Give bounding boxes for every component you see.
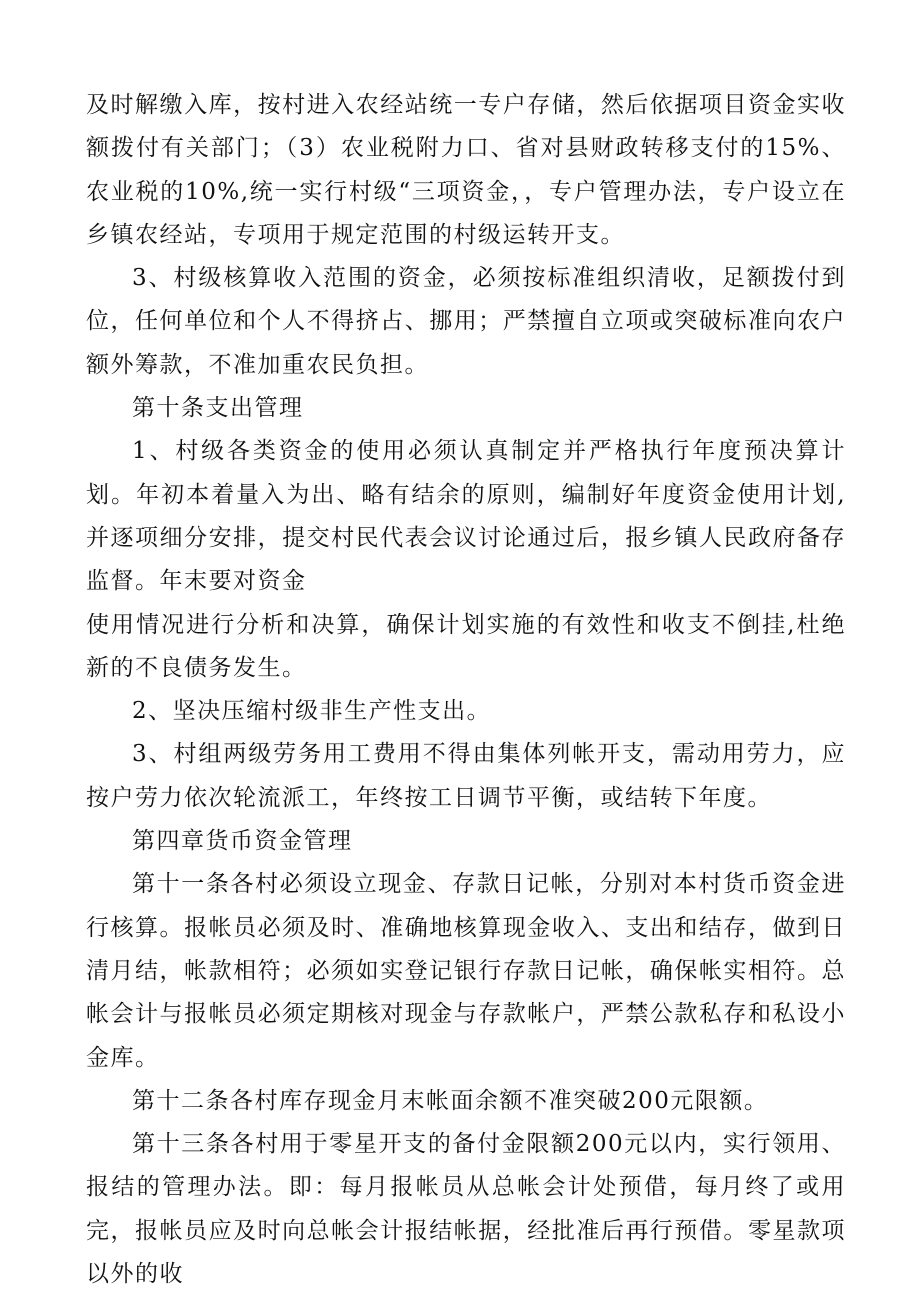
- section-heading-article-10: 第十条支出管理: [132, 395, 304, 422]
- paragraph-9: 第十三条各村用于零星开支的备付金限额200元以内，实行领用、报结的管理办法。即：每月报帐员从总帐会计处预借，每月终了或用完，报帐员应及时向总帐会计报结帐据，经批准后再行预借。零星款项以外的收: [86, 1131, 846, 1288]
- chapter-heading-4: 第四章货币资金管理: [132, 828, 353, 855]
- paragraph-6: 3、村组两级劳务用工费用不得由集体列帐开支，需动用劳力，应按户劳力依次轮流派工，年终按工日调节平衡，或结转下年度。: [86, 741, 846, 811]
- paragraph-7: 第十一条各村必须设立现金、存款日记帐，分别对本村货币资金进行核算。报帐员必须及时、准确地核算现金收入、支出和结存，做到日清月结，帐款相符；必须如实登记银行存款日记帐，确保帐实相符。总帐会计与报帐员必须定期核对现金与存款帐户，严禁公款私存和私设小金库。: [86, 871, 846, 1071]
- paragraph-3: 1、村级各类资金的使用必须认真制定并严格执行年度预决算计划。年初本着量入为出、略有结余的原则，编制好年度资金使用计划,并逐项细分安排，提交村民代表会议讨论通过后，报乡镇人民政府备存监督。年末要对资金: [86, 438, 846, 595]
- paragraph-2: 3、村级核算收入范围的资金，必须按标准组织清收，足额拨付到位，任何单位和个人不得挤占、挪用；严禁擅自立项或突破标准向农户额外筹款，不准加重农民负担。: [86, 265, 846, 378]
- document-body: [86, 84, 846, 1296]
- paragraph-5: 2、坚决压缩村级非生产性支出。: [132, 698, 492, 725]
- paragraph-1: 及时解缴入库，按村进入农经站统一专户存储，然后依据项目资金实收额拨付有关部门；（3）农业税附力口、省对县财政转移支付的15%、农业税的10%,统一实行村级“三项资金，，专户管理办法，专户设立在乡镇农经站，专项用于规定范围的村级运转开支。: [86, 92, 846, 248]
- paragraph-4: 使用情况进行分析和决算，确保计划实施的有效性和收支不倒挂,杜绝新的不良债务发生。: [86, 611, 846, 681]
- paragraph-8: 第十二条各村库存现金月末帐面余额不准突破200元限额。: [132, 1087, 769, 1114]
